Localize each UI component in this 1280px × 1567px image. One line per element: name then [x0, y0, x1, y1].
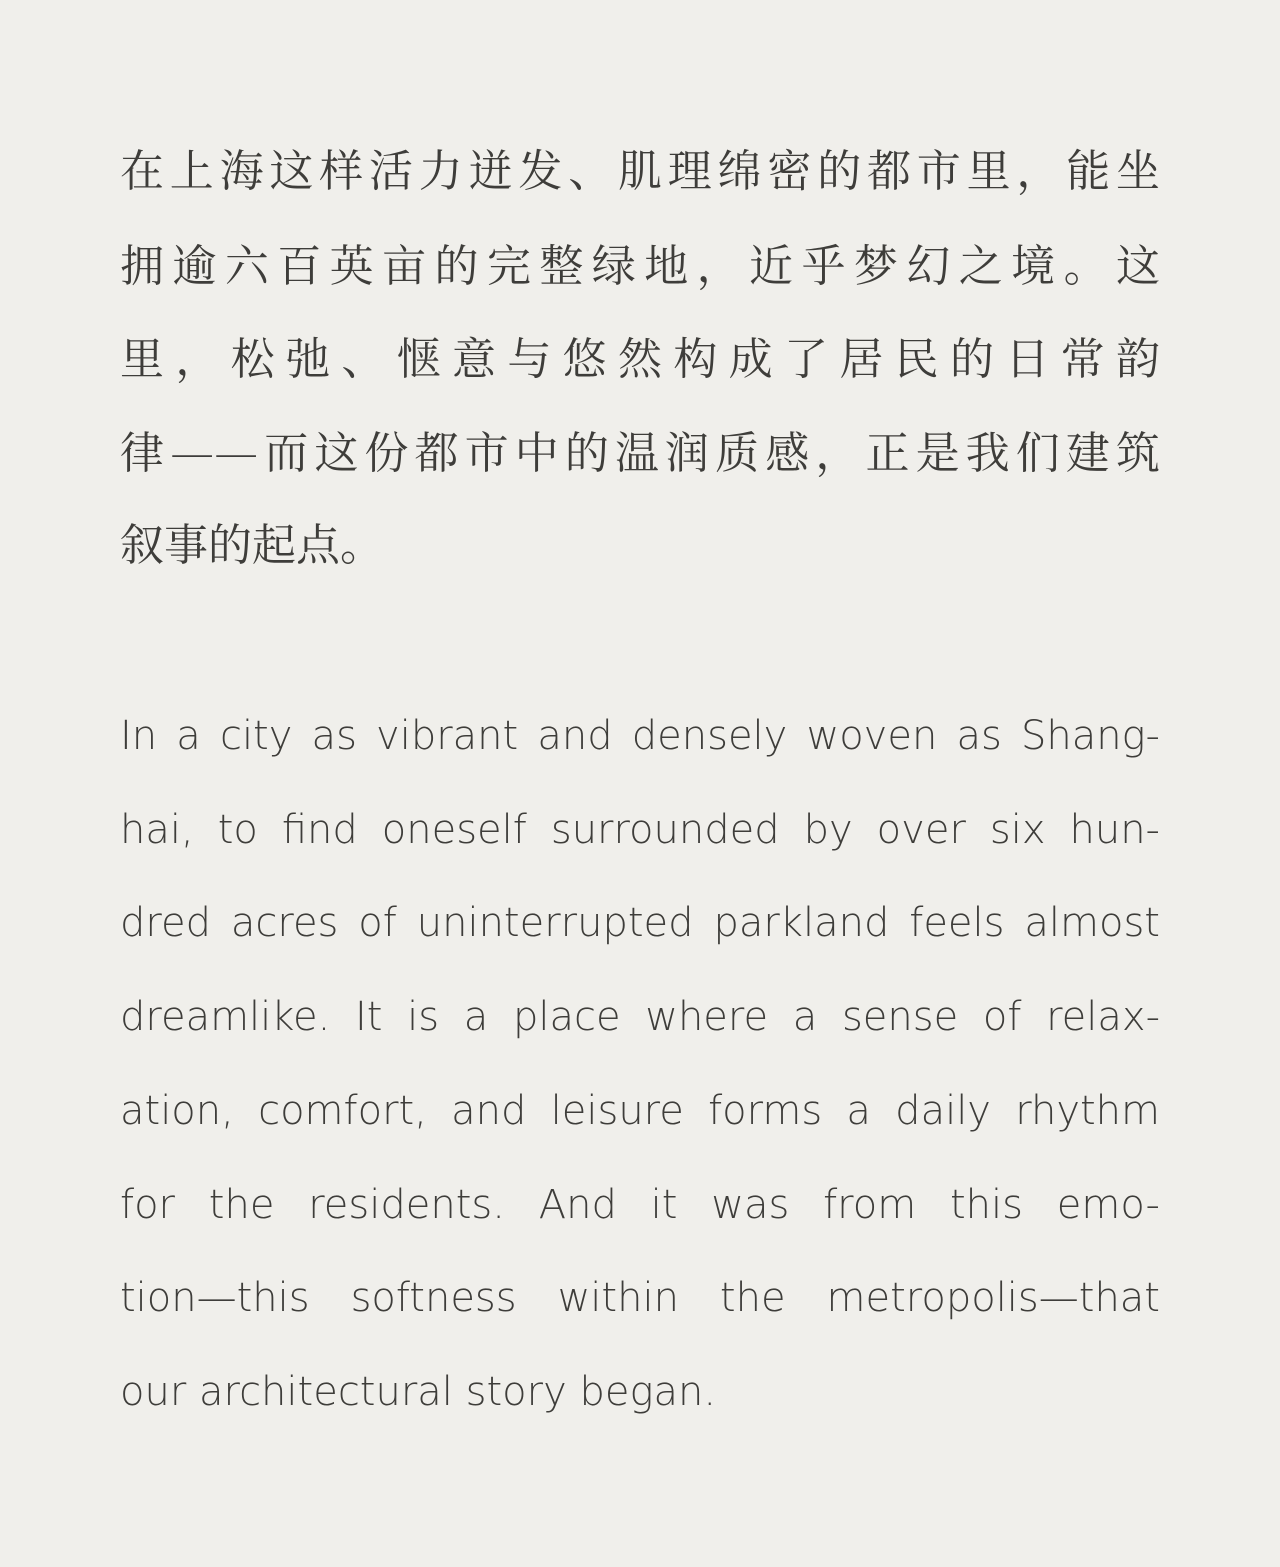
english-line-7: tion—this softness within the metropolis—that [120, 1275, 1160, 1321]
english-line-8: our architectural story began. [120, 1369, 717, 1415]
chinese-line-5: 叙事的起点。 [120, 520, 384, 571]
chinese-line-1: 在上海这样活力迸发、肌理绵密的都市里，能坐 [120, 146, 1160, 197]
chinese-line-3: 里，松弛、惬意与悠然构成了居民的日常韵 [120, 334, 1160, 385]
english-line-2: hai, to find oneself surrounded by over six hun- [120, 807, 1160, 853]
english-line-5: ation, comfort, and leisure forms a daily rhythm [120, 1088, 1160, 1134]
chinese-line-2: 拥逾六百英亩的完整绿地，近乎梦幻之境。这 [120, 241, 1160, 292]
english-line-6: for the residents. And it was from this emo- [120, 1182, 1160, 1228]
english-line-3: dred acres of uninterrupted parkland feels almost [120, 900, 1160, 946]
article-body [120, 0, 1160, 1567]
english-line-1: In a city as vibrant and densely woven as Shang- [120, 713, 1160, 759]
english-line-4: dreamlike. It is a place where a sense of relax- [120, 994, 1160, 1040]
chinese-line-4: 律——而这份都市中的温润质感，正是我们建筑 [120, 428, 1160, 479]
